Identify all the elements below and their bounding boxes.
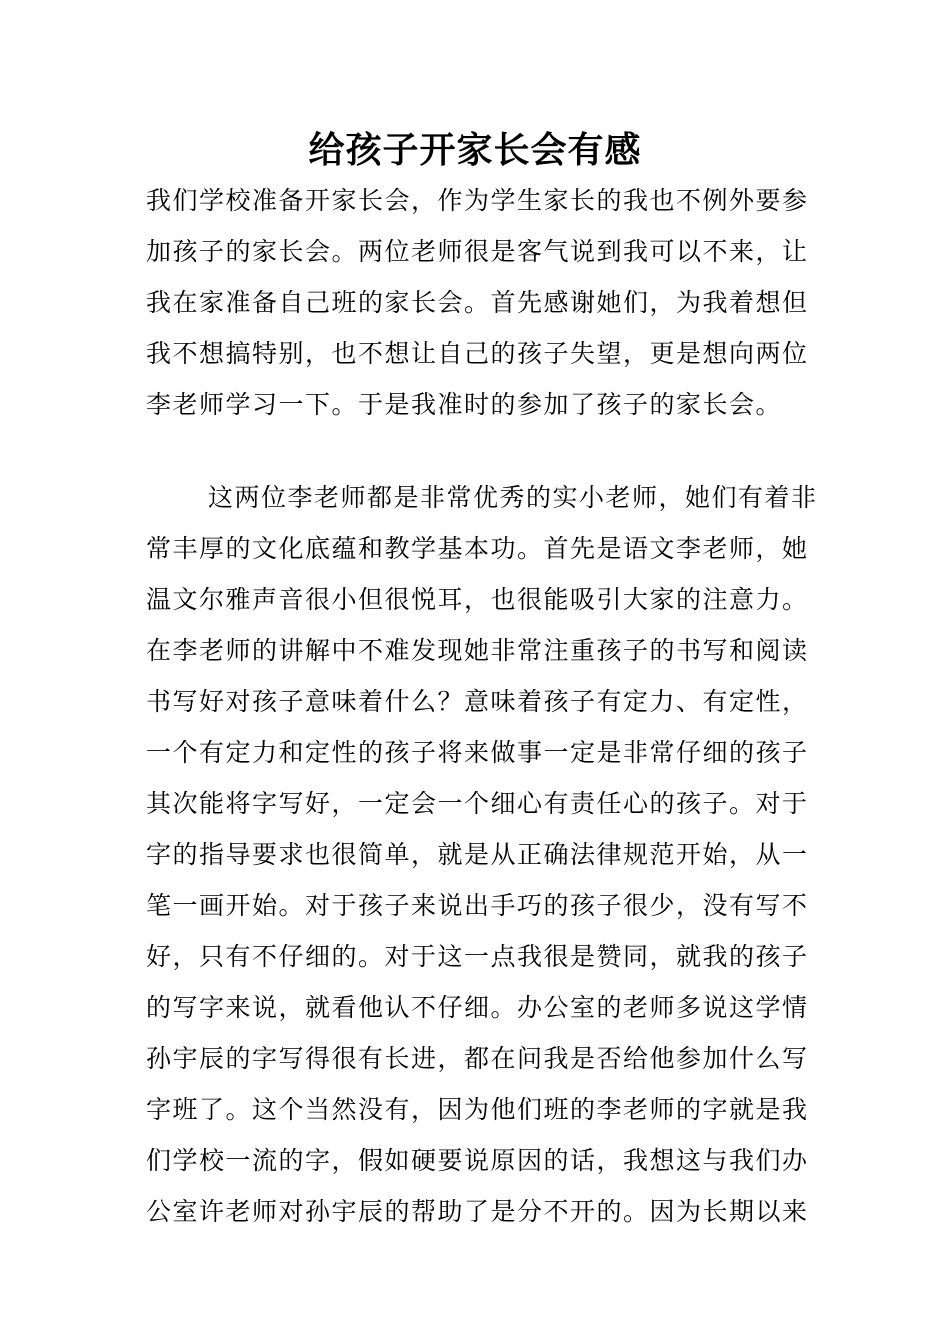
paragraph-1 [146,175,809,430]
paragraph-line: 字班了。这个当然没有，因为他们班的李老师的字就是我 [146,1095,809,1124]
paragraph-line: 李老师学习一下。于是我准时的参加了孩子的家长会。 [146,390,783,419]
document-title: 给孩子开家长会有感 [308,129,642,171]
paragraph-line: 笔一画开始。对于孩子来说出手巧的孩子很少，没有写不 [146,891,809,920]
paragraph-line: 这两位李老师都是非常优秀的实小老师，她们有着非 [208,483,818,512]
paragraph-line: 的写字来说，就看他认不仔细。办公室的老师多说这学情 [146,993,809,1022]
paragraph-line: 孙宇辰的字写得很有长进，都在问我是否给他参加什么写 [146,1044,809,1073]
paragraph-line: 加孩子的家长会。两位老师很是客气说到我可以不来，让 [146,237,809,266]
paragraph-line: 公室许老师对孙宇辰的帮助了是分不开的。因为长期以来 [146,1197,809,1226]
paragraph-line: 好，只有不仔细的。对于这一点我很是赞同，就我的孩子 [146,942,809,971]
paragraph-line: 们学校一流的字，假如硬要说原因的话，我想这与我们办 [146,1146,809,1175]
paragraph-line: 书写好对孩子意味着什么？意味着孩子有定力、有定性， [146,687,809,716]
paragraph-line: 温文尔雅声音很小但很悦耳，也很能吸引大家的注意力。 [146,585,809,614]
paragraph-line: 我在家准备自己班的家长会。首先感谢她们，为我着想但 [146,288,809,317]
paragraph-2 [146,472,818,1237]
paragraph-line: 其次能将字写好，一定会一个细心有责任心的孩子。对于 [146,789,809,818]
paragraph-line: 一个有定力和定性的孩子将来做事一定是非常仔细的孩子 [146,738,809,767]
paragraph-line: 我们学校准备开家长会，作为学生家长的我也不例外要参 [146,186,809,215]
paragraph-line: 字的指导要求也很简单，就是从正确法律规范开始，从一 [146,840,809,869]
paragraph-line: 常丰厚的文化底蕴和教学基本功。首先是语文李老师，她 [146,534,809,563]
paragraph-line: 我不想搞特别，也不想让自己的孩子失望，更是想向两位 [146,339,809,368]
paragraph-line: 在李老师的讲解中不难发现她非常注重孩子的书写和阅读 [146,636,809,665]
